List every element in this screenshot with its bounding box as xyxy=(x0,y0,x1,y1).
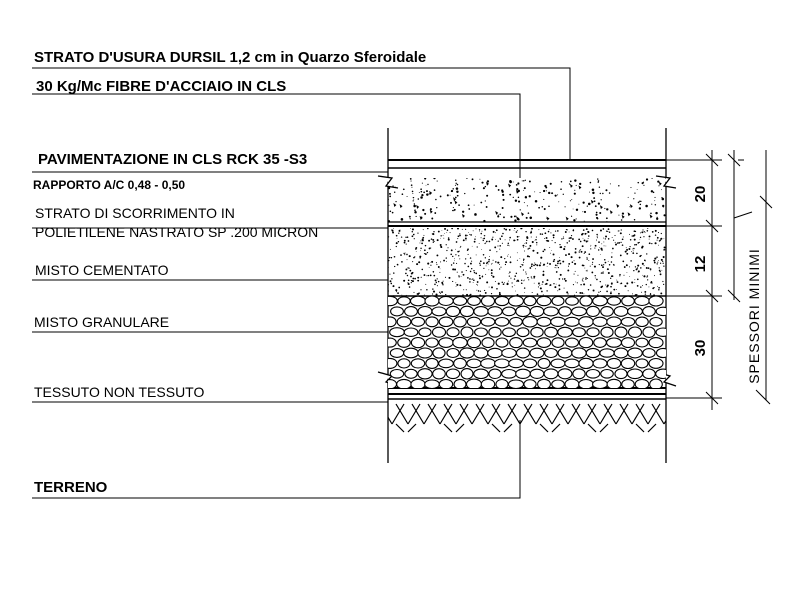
label-terreno: TERRENO xyxy=(34,479,108,496)
dim-note-spessori: SPESSORI MINIMI xyxy=(746,248,762,384)
label-misto-granulare: MISTO GRANULARE xyxy=(34,314,170,330)
label-scorrimento-2: POLIETILENE NASTRATO SP .200 MICRON xyxy=(35,224,319,240)
label-fibre: 30 Kg/Mc FIBRE D'ACCIAIO IN CLS xyxy=(36,78,287,95)
dim-granulare: 30 xyxy=(692,339,709,357)
leader-lines xyxy=(32,68,570,498)
label-scorrimento-1: STRATO DI SCORRIMENTO IN xyxy=(35,205,235,221)
granulare-fill xyxy=(383,296,671,390)
dim-cls: 20 xyxy=(692,185,709,203)
cls-fill xyxy=(387,177,666,222)
cementato-fill xyxy=(387,227,665,297)
label-misto-cementato: MISTO CEMENTATO xyxy=(35,262,169,278)
label-tessuto: TESSUTO NON TESSUTO xyxy=(34,384,205,400)
terreno-hatch xyxy=(380,404,692,432)
label-strato-usura: STRATO D'USURA DURSIL 1,2 cm in Quarzo Sferoidale xyxy=(34,49,427,66)
dim-cementato: 12 xyxy=(692,255,709,273)
label-pavimentazione: PAVIMENTAZIONE IN CLS RCK 35 -S3 xyxy=(38,151,308,168)
label-rapporto: RAPPORTO A/C 0,48 - 0,50 xyxy=(33,178,186,192)
